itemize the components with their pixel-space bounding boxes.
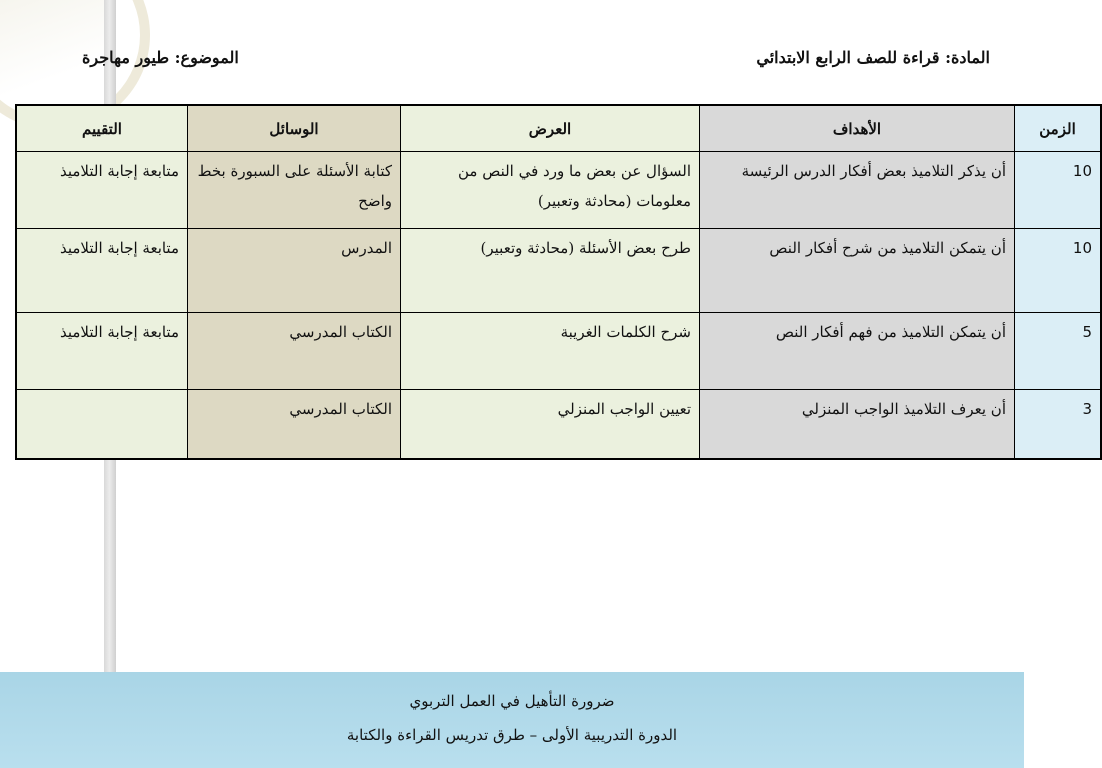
footer-band <box>0 672 1024 768</box>
table-row <box>16 390 1101 460</box>
tools-cell: كتابة الأسئلة على السبورة بخط واضح <box>188 152 401 229</box>
header-goals: الأهداف <box>700 105 1015 152</box>
evaluation-cell <box>16 390 188 460</box>
lesson-plan-table <box>15 104 1102 460</box>
presentation-cell: تعيين الواجب المنزلي <box>401 390 700 460</box>
evaluation-cell: متابعة إجابة التلاميذ <box>16 152 188 229</box>
tools-cell: الكتاب المدرسي <box>188 313 401 390</box>
header-time: الزمن <box>1015 105 1102 152</box>
table-row <box>16 152 1101 229</box>
header-evaluation: التقييم <box>16 105 188 152</box>
subject-label: المادة: قراءة للصف الرابع الابتدائي <box>756 48 990 67</box>
time-cell: 10 <box>1015 229 1102 313</box>
tools-cell: المدرس <box>188 229 401 313</box>
goal-cell: أن يذكر التلاميذ بعض أفكار الدرس الرئيسة <box>700 152 1015 229</box>
presentation-cell: السؤال عن بعض ما ورد في النص من معلومات (محادثة وتعبير) <box>401 152 700 229</box>
topic-label: الموضوع: طيور مهاجرة <box>82 48 239 67</box>
tools-cell: الكتاب المدرسي <box>188 390 401 460</box>
header-tools: الوسائل <box>188 105 401 152</box>
time-cell: 10 <box>1015 152 1102 229</box>
presentation-cell: طرح بعض الأسئلة (محادثة وتعبير) <box>401 229 700 313</box>
time-cell: 5 <box>1015 313 1102 390</box>
presentation-cell: شرح الكلمات الغريبة <box>401 313 700 390</box>
evaluation-cell: متابعة إجابة التلاميذ <box>16 313 188 390</box>
goal-cell: أن يعرف التلاميذ الواجب المنزلي <box>700 390 1015 460</box>
footer-title: ضرورة التأهيل في العمل التربوي <box>409 692 615 710</box>
goal-cell: أن يتمكن التلاميذ من شرح أفكار النص <box>700 229 1015 313</box>
table-row <box>16 229 1101 313</box>
goal-cell: أن يتمكن التلاميذ من فهم أفكار النص <box>700 313 1015 390</box>
header-presentation: العرض <box>401 105 700 152</box>
footer-subtitle: الدورة التدريبية الأولى – طرق تدريس القراءة والكتابة <box>346 726 678 744</box>
table-row <box>16 313 1101 390</box>
evaluation-cell: متابعة إجابة التلاميذ <box>16 229 188 313</box>
time-cell: 3 <box>1015 390 1102 460</box>
table-header-row <box>16 105 1101 152</box>
